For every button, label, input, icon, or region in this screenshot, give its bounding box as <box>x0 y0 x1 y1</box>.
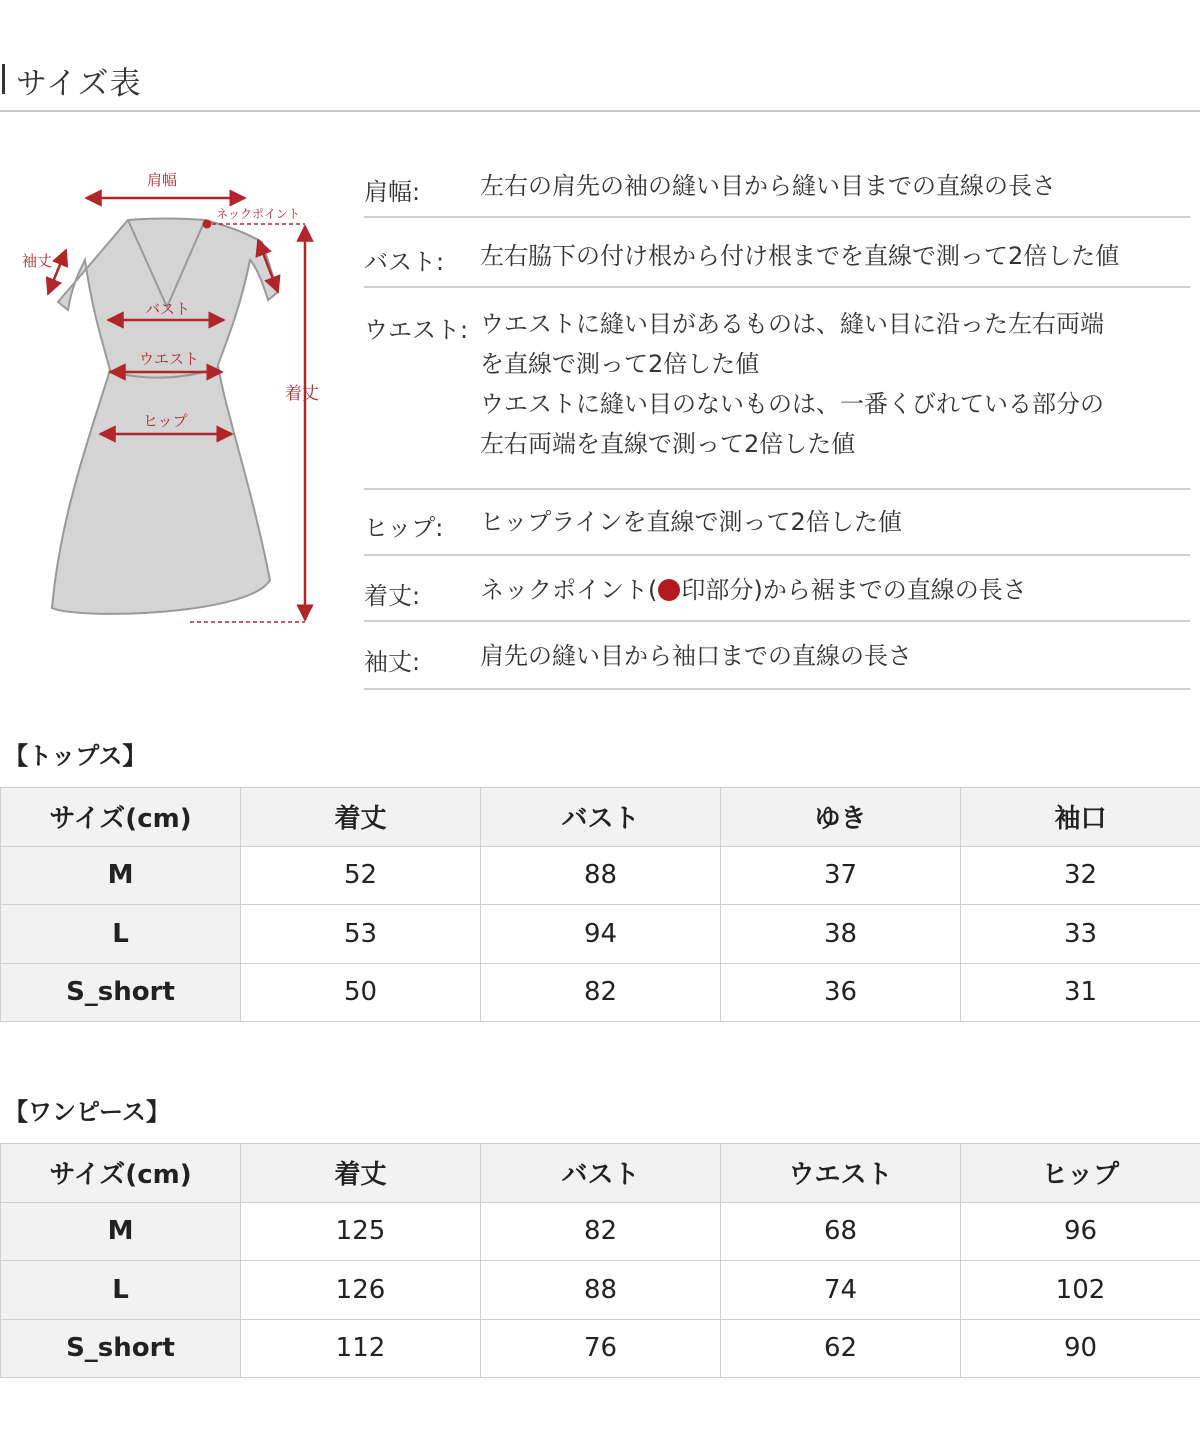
definition-term: ヒップ: <box>364 514 444 542</box>
definition-term: バスト: <box>364 248 445 276</box>
column-header: 着丈 <box>241 1144 481 1203</box>
neck-point-dot <box>203 220 212 229</box>
value-cell: 36 <box>721 963 961 1022</box>
definition-row <box>364 556 1190 622</box>
size-cell: S_short <box>1 963 241 1022</box>
neck-point-label: ネックポイント <box>216 207 301 221</box>
definition-line: 印部分)から裾までの直線の長さ <box>681 576 1027 604</box>
value-cell: 31 <box>961 963 1200 1022</box>
column-header: サイズ(cm) <box>1 1144 241 1203</box>
value-cell: 50 <box>241 963 481 1022</box>
tops-section-title: 【トップス】 <box>4 742 147 770</box>
length-label: 着丈 <box>285 384 319 404</box>
definition-term: 袖丈: <box>364 648 421 676</box>
definition-term: ウエスト: <box>364 316 469 344</box>
value-cell: 62 <box>721 1319 961 1378</box>
column-header: ウエスト <box>721 1144 961 1203</box>
definition-line: 左右両端を直線で測って2倍した値 <box>480 430 856 458</box>
column-header: バスト <box>481 1144 721 1203</box>
definition-text <box>480 570 1027 610</box>
tops-size-table <box>0 787 1200 1022</box>
value-cell: 125 <box>241 1202 481 1261</box>
definition-term: 肩幅: <box>364 178 421 206</box>
size-cell: L <box>1 905 241 964</box>
definition-line: 左右脇下の付け根から付け根までを直線で測って2倍した値 <box>480 242 1120 270</box>
table-header-row <box>1 788 1200 847</box>
onepiece-size-table <box>0 1143 1200 1378</box>
definition-term: 着丈: <box>364 582 421 610</box>
value-cell: 52 <box>241 846 481 905</box>
page-header <box>0 52 1200 112</box>
value-cell: 88 <box>481 1261 721 1320</box>
shoulder-label: 肩幅 <box>147 171 178 189</box>
definition-row <box>364 490 1190 556</box>
size-cell: L <box>1 1261 241 1320</box>
definition-text <box>480 636 912 676</box>
value-cell: 37 <box>721 846 961 905</box>
definition-line: 肩先の縫い目から袖口までの直線の長さ <box>480 642 912 670</box>
column-header: ゆき <box>721 788 961 847</box>
value-cell: 112 <box>241 1319 481 1378</box>
table-row <box>1 1261 1200 1320</box>
definition-line: ネックポイント( <box>480 576 658 604</box>
sleeve-label: 袖丈 <box>22 252 53 270</box>
definition-text <box>480 502 902 542</box>
definition-row <box>364 218 1190 288</box>
definition-line: 左右の肩先の袖の縫い目から縫い目までの直線の長さ <box>480 172 1056 200</box>
value-cell: 90 <box>961 1319 1200 1378</box>
definition-text <box>480 236 1119 276</box>
value-cell: 32 <box>961 846 1200 905</box>
definition-line: ウエストに縫い目のないものは、一番くびれている部分の <box>480 390 1104 418</box>
value-cell: 94 <box>481 905 721 964</box>
header-accent-bar <box>2 64 5 94</box>
size-cell: M <box>1 846 241 905</box>
value-cell: 53 <box>241 905 481 964</box>
value-cell: 102 <box>961 1261 1200 1320</box>
value-cell: 88 <box>481 846 721 905</box>
value-cell: 74 <box>721 1261 961 1320</box>
column-header: バスト <box>481 788 721 847</box>
definition-row <box>364 622 1190 690</box>
definition-line: を直線で測って2倍した値 <box>480 350 760 378</box>
measurement-diagram <box>0 160 340 640</box>
value-cell: 38 <box>721 905 961 964</box>
table-row <box>1 1202 1200 1261</box>
definition-line: ヒップラインを直線で測って2倍した値 <box>480 508 902 536</box>
definition-row <box>364 288 1190 490</box>
value-cell: 76 <box>481 1319 721 1378</box>
value-cell: 126 <box>241 1261 481 1320</box>
measurement-definitions <box>364 150 1190 690</box>
table-row <box>1 1319 1200 1378</box>
table-header-row <box>1 1144 1200 1203</box>
red-dot-icon <box>658 579 680 601</box>
value-cell: 68 <box>721 1202 961 1261</box>
table-row <box>1 963 1200 1022</box>
definition-row <box>364 150 1190 218</box>
bust-label: バスト <box>145 300 191 318</box>
column-header: 着丈 <box>241 788 481 847</box>
value-cell: 82 <box>481 963 721 1022</box>
onepiece-section-title: 【ワンピース】 <box>4 1098 170 1126</box>
hip-label: ヒップ <box>143 412 188 430</box>
value-cell: 33 <box>961 905 1200 964</box>
size-cell: S_short <box>1 1319 241 1378</box>
value-cell: 96 <box>961 1202 1200 1261</box>
definition-text <box>480 304 1104 464</box>
page-title: サイズ表 <box>16 66 142 102</box>
table-row <box>1 905 1200 964</box>
definition-text <box>480 166 1056 206</box>
value-cell: 82 <box>481 1202 721 1261</box>
column-header: サイズ(cm) <box>1 788 241 847</box>
definition-line: ウエストに縫い目があるものは、縫い目に沿った左右両端 <box>480 310 1104 338</box>
waist-label: ウエスト <box>139 350 200 368</box>
column-header: 袖口 <box>961 788 1200 847</box>
size-cell: M <box>1 1202 241 1261</box>
column-header: ヒップ <box>961 1144 1200 1203</box>
table-row <box>1 846 1200 905</box>
